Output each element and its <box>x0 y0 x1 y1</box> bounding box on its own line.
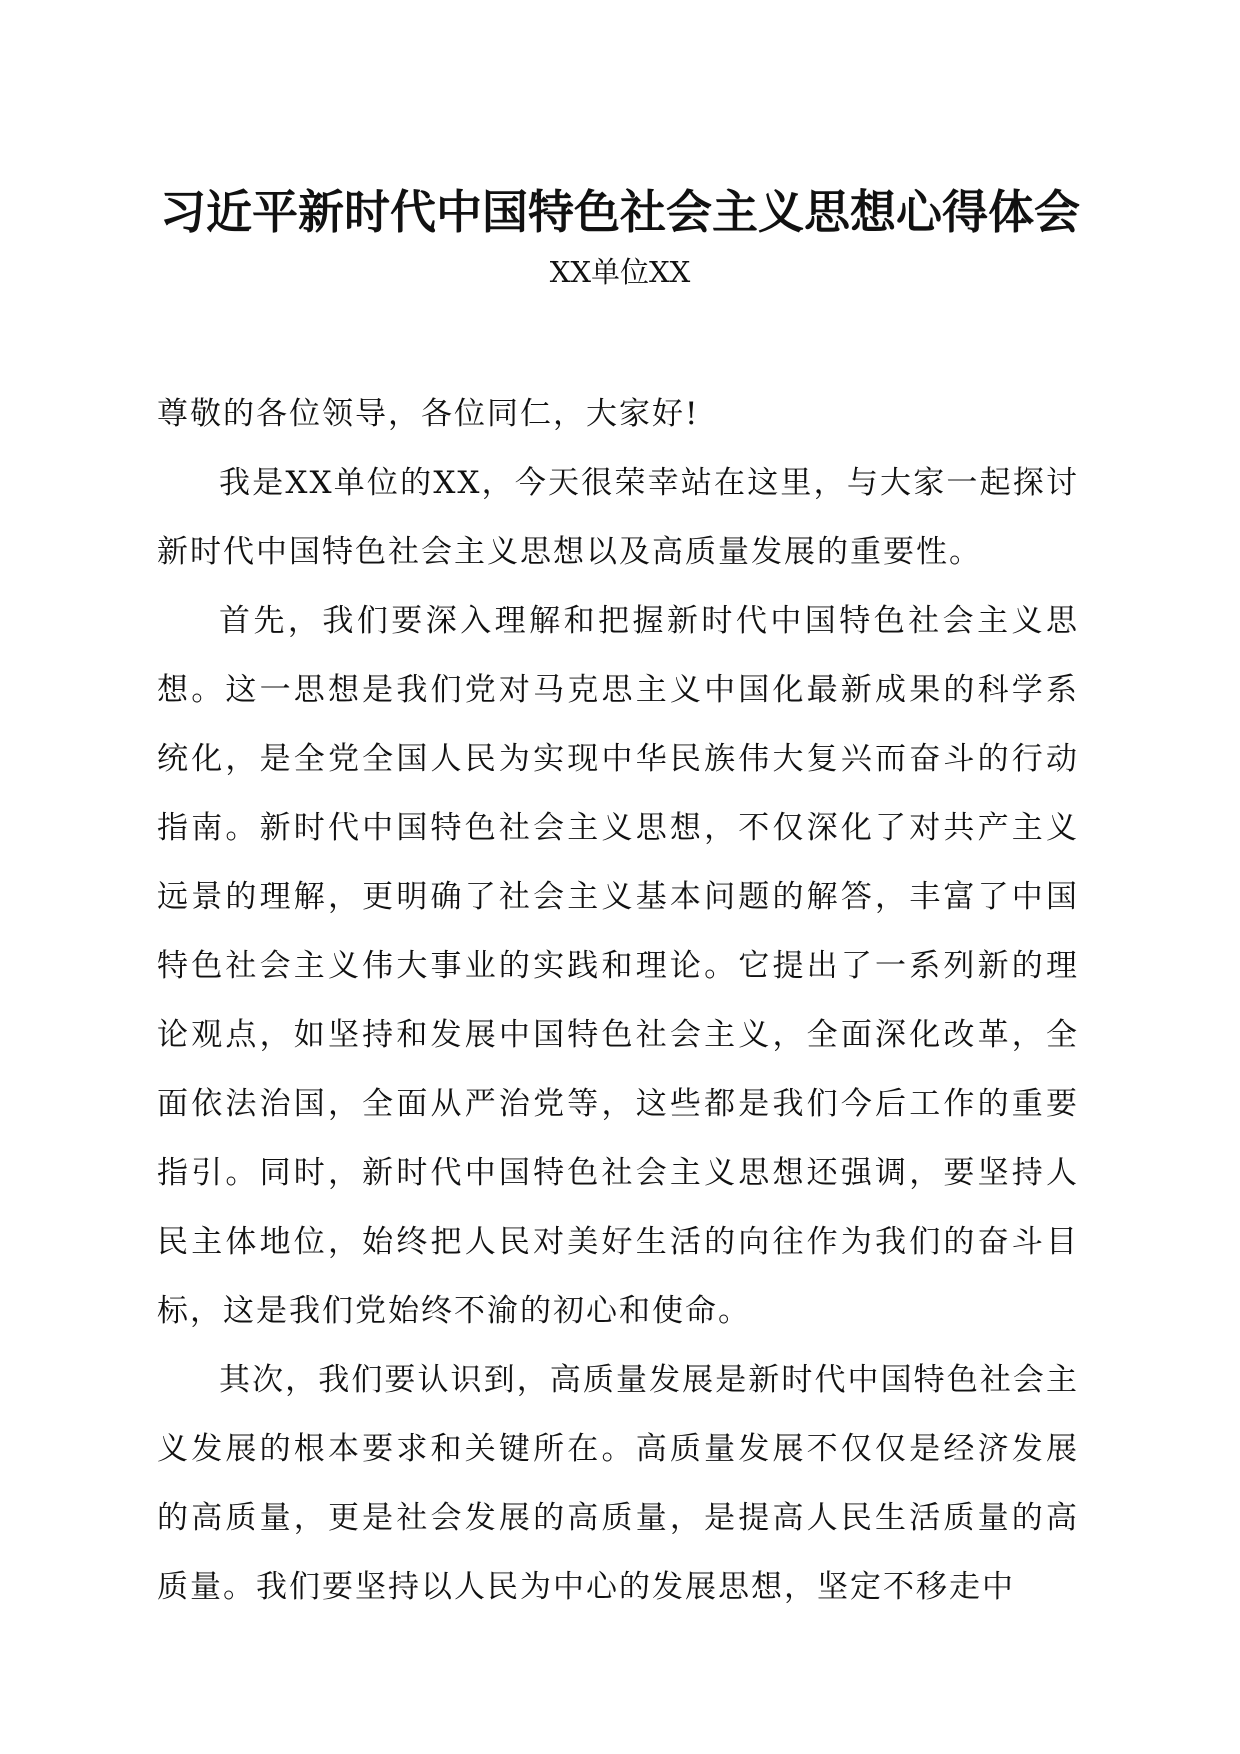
first-point-paragraph: 首先，我们要深入理解和把握新时代中国特色社会主义思想。这一思想是我们党对马克思主义中国化最新成果的科学系统化，是全党全国人民为实现中华民族伟大复兴而奋斗的行动指南。新时代中国特色社会主义思想，不仅深化了对共产主义远景的理解，更明确了社会主义基本问题的解答，丰富了中国特色社会主义伟大事业的实践和理论。它提出了一系列新的理论观点，如坚持和发展中国特色社会主义，全面深化改革，全面依法治国，全面从严治党等，这些都是我们今后工作的重要指引。同时，新时代中国特色社会主义思想还强调，要坚持人民主体地位，始终把人民对美好生活的向往作为我们的奋斗目标，这是我们党始终不渝的初心和使命。 <box>157 603 1079 1329</box>
document-body <box>157 380 1079 1622</box>
second-point-paragraph: 其次，我们要认识到，高质量发展是新时代中国特色社会主义发展的根本要求和关键所在。高质量发展不仅仅是经济发展的高质量，更是社会发展的高质量，是提高人民生活质量的高质量。我们要坚持以人民为中心的发展思想，坚定不移走中 <box>157 1362 1079 1605</box>
intro-paragraph: 我是XX单位的XX，今天很荣幸站在这里，与大家一起探讨新时代中国特色社会主义思想以及高质量发展的重要性。 <box>157 465 1079 570</box>
document-title: 习近平新时代中国特色社会主义思想心得体会 <box>160 185 1080 239</box>
greeting-paragraph: 尊敬的各位领导，各位同仁，大家好! <box>157 396 700 432</box>
document-author: XX单位XX <box>549 255 691 289</box>
